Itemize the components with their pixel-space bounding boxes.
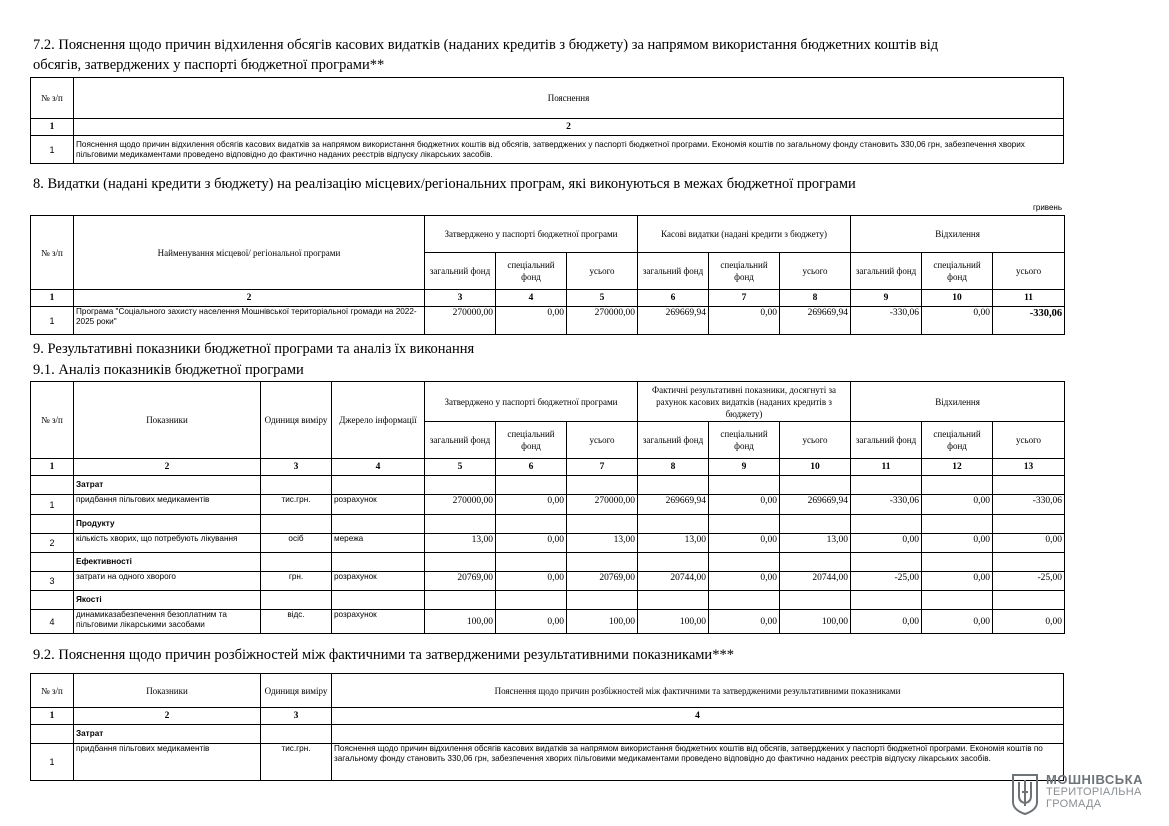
currency-unit-label: гривень: [1032, 203, 1062, 212]
table-7-2: [30, 77, 1064, 164]
col-header-explanation: Пояснення щодо причин розбіжностей між фактичними та затвердженими результативними показниками: [332, 674, 1064, 708]
value-cell: 270000,00: [567, 495, 638, 515]
value-cell: 13,00: [638, 534, 709, 553]
col-index: 4: [496, 290, 567, 307]
value-cell: 0,00: [922, 610, 993, 634]
sub-header-total: усього: [780, 422, 851, 459]
col-index: 7: [567, 459, 638, 476]
group-header-approved: Затверджено у паспорті бюджетної програми: [425, 382, 638, 422]
group-title-row: [31, 515, 1065, 534]
sub-header-total: усього: [993, 422, 1065, 459]
value-cell-total-deviation: -330,06: [993, 307, 1065, 335]
col-index: 4: [332, 708, 1064, 725]
value-cell: 0,00: [496, 534, 567, 553]
col-index: 8: [780, 290, 851, 307]
value-cell: 269669,94: [780, 495, 851, 515]
value-cell: -330,06: [851, 495, 922, 515]
sub-header-general-fund: загальний фонд: [425, 422, 496, 459]
col-index: 5: [425, 459, 496, 476]
col-index: 11: [851, 459, 922, 476]
row-number: 1: [31, 307, 74, 335]
table-row: [31, 744, 1064, 781]
value-cell: 100,00: [638, 610, 709, 634]
group-header-deviation: Відхилення: [851, 382, 1065, 422]
section-7-2-heading: 7.2. Пояснення щодо причин відхилення обсягів касових видатків (наданих кредитів з бюджету) за напрямом використання бюджетних коштів від обсягів, затверджених у паспорті бюджетної програми**: [33, 37, 939, 73]
value-cell: 0,00: [496, 495, 567, 515]
sub-header-total: усього: [567, 253, 638, 290]
explanation-text: Пояснення щодо причин відхилення обсягів касових видатків за напрямом використання бюджетних коштів від обсягів, затверджених у паспорті бюджетної програми. Економія коштів по загальному фонду становить 330,06 грн, забезпечення хворих пільговими медикаментами проведено відповідно до фактично наданих реєстрів відпуску лікарських засобів.: [74, 136, 1064, 164]
value-cell: 0,00: [851, 534, 922, 553]
col-header-no: № з/п: [31, 216, 74, 290]
sub-header-special-fund: спеціальний фонд: [922, 253, 993, 290]
group-title: Продукту: [74, 515, 261, 534]
value-cell: 20744,00: [638, 572, 709, 591]
sub-header-total: усього: [993, 253, 1065, 290]
sub-header-total: усього: [780, 253, 851, 290]
value-cell: 270000,00: [425, 495, 496, 515]
trident-emblem-icon: [1010, 772, 1040, 816]
col-index: 13: [993, 459, 1065, 476]
value-cell: 269669,94: [638, 307, 709, 335]
value-cell: 20769,00: [567, 572, 638, 591]
table-row: [31, 534, 1065, 553]
col-index: 1: [31, 708, 74, 725]
col-index: 1: [31, 459, 74, 476]
section-9-heading: 9. Результативні показники бюджетної програми та аналіз їх виконання: [33, 341, 475, 357]
value-cell: 0,00: [922, 307, 993, 335]
table-row: [31, 136, 1064, 164]
value-cell: 100,00: [780, 610, 851, 634]
col-index: 10: [922, 290, 993, 307]
table-row: [31, 572, 1065, 591]
col-header-unit: Одиниця виміру: [261, 382, 332, 459]
indicator-name: придбання пільгових медикаментів: [74, 744, 261, 781]
value-cell: 0,00: [993, 610, 1065, 634]
value-cell: 0,00: [709, 534, 780, 553]
value-cell: 0,00: [922, 534, 993, 553]
sub-header-special-fund: спеціальний фонд: [496, 422, 567, 459]
value-cell: -25,00: [993, 572, 1065, 591]
value-cell: 269669,94: [780, 307, 851, 335]
col-index: 6: [638, 290, 709, 307]
program-name: Програма "Соціального захисту населення Мошнівської територіальної громади на 2022-2025 роки": [74, 307, 425, 335]
col-index: 2: [74, 708, 261, 725]
value-cell: 0,00: [922, 572, 993, 591]
section-9-1-heading: 9.1. Аналіз показників бюджетної програми: [33, 362, 304, 378]
col-index: 9: [709, 459, 780, 476]
value-cell: 269669,94: [638, 495, 709, 515]
sub-header-special-fund: спеціальний фонд: [496, 253, 567, 290]
row-number: 1: [31, 744, 74, 781]
value-cell: 0,00: [993, 534, 1065, 553]
group-title: Ефективності: [74, 553, 261, 572]
col-index: 3: [261, 708, 332, 725]
value-cell: -25,00: [851, 572, 922, 591]
value-cell: 0,00: [709, 307, 780, 335]
indicator-name: кількість хворих, що потребують лікування: [74, 534, 261, 553]
value-cell: 0,00: [922, 495, 993, 515]
value-cell: 100,00: [425, 610, 496, 634]
table-row: [31, 495, 1065, 515]
col-index: 2: [74, 290, 425, 307]
logo-line-1: МОШНІВСЬКА: [1046, 772, 1143, 787]
group-title: Затрат: [74, 725, 261, 744]
indicator-source: мережа: [332, 534, 425, 553]
col-header-indicators: Показники: [74, 382, 261, 459]
sub-header-general-fund: загальний фонд: [638, 422, 709, 459]
group-title-row: [31, 591, 1065, 610]
col-index: 7: [709, 290, 780, 307]
sub-header-total: усього: [567, 422, 638, 459]
col-index: 4: [332, 459, 425, 476]
col-header-no: № з/п: [31, 78, 74, 119]
col-header-unit: Одиниця виміру: [261, 674, 332, 708]
col-index: 2: [74, 459, 261, 476]
indicator-unit: тис.грн.: [261, 495, 332, 515]
sub-header-special-fund: спеціальний фонд: [709, 422, 780, 459]
row-number: 2: [31, 534, 74, 553]
col-index: 3: [425, 290, 496, 307]
indicator-unit: тис.грн.: [261, 744, 332, 781]
col-index: 11: [993, 290, 1065, 307]
value-cell: -330,06: [993, 495, 1065, 515]
indicator-unit: осіб: [261, 534, 332, 553]
row-number: 4: [31, 610, 74, 634]
table-9-1: [30, 381, 1065, 634]
col-index: 9: [851, 290, 922, 307]
community-logo: [1010, 772, 1160, 818]
logo-line-3: ГРОМАДА: [1046, 798, 1102, 810]
group-title-row: [31, 476, 1065, 495]
value-cell: 0,00: [709, 572, 780, 591]
value-cell: 0,00: [496, 307, 567, 335]
value-cell: 13,00: [567, 534, 638, 553]
table-row: [31, 610, 1065, 634]
col-header-no: № з/п: [31, 382, 74, 459]
group-header-approved: Затверджено у паспорті бюджетної програми: [425, 216, 638, 253]
value-cell: 0,00: [496, 610, 567, 634]
value-cell: 20769,00: [425, 572, 496, 591]
col-index: 1: [31, 290, 74, 307]
col-header-source: Джерело інформації: [332, 382, 425, 459]
value-cell: 0,00: [851, 610, 922, 634]
col-index: 8: [638, 459, 709, 476]
col-header-program-name: Найменування місцевої/ регіональної програми: [74, 216, 425, 290]
value-cell: 20744,00: [780, 572, 851, 591]
value-cell: 100,00: [567, 610, 638, 634]
sub-header-general-fund: загальний фонд: [851, 422, 922, 459]
col-header-no: № з/п: [31, 674, 74, 708]
col-header-indicators: Показники: [74, 674, 261, 708]
indicator-name: затрати на одного хворого: [74, 572, 261, 591]
col-header-explanation: Пояснення: [74, 78, 1064, 119]
group-header-actual: Фактичні результативні показники, досягнуті за рахунок касових видатків (наданих кредитів з бюджету): [638, 382, 851, 422]
sub-header-special-fund: спеціальний фонд: [922, 422, 993, 459]
group-title-row: [31, 725, 1064, 744]
table-8: [30, 215, 1065, 335]
sub-header-special-fund: спеціальний фонд: [709, 253, 780, 290]
group-header-deviation: Відхилення: [851, 216, 1065, 253]
indicator-unit: відс.: [261, 610, 332, 634]
col-index: 1: [31, 119, 74, 136]
indicator-source: розрахунок: [332, 495, 425, 515]
indicator-source: розрахунок: [332, 610, 425, 634]
value-cell: 0,00: [496, 572, 567, 591]
row-number: 1: [31, 136, 74, 164]
value-cell: 0,00: [709, 610, 780, 634]
value-cell: 0,00: [709, 495, 780, 515]
sub-header-general-fund: загальний фонд: [638, 253, 709, 290]
row-number: 1: [31, 495, 74, 515]
group-header-cash-expenditure: Касові видатки (надані кредити з бюджету): [638, 216, 851, 253]
value-cell: 270000,00: [567, 307, 638, 335]
value-cell: -330,06: [851, 307, 922, 335]
value-cell: 13,00: [780, 534, 851, 553]
table-9-2: [30, 673, 1064, 781]
indicator-name: придбання пільгових медикаментів: [74, 495, 261, 515]
table-row: [31, 307, 1065, 335]
indicator-source: розрахунок: [332, 572, 425, 591]
section-8-heading: 8. Видатки (надані кредити з бюджету) на реалізацію місцевих/регіональних програм, які виконуються в межах бюджетної програми: [33, 176, 856, 192]
col-index: 6: [496, 459, 567, 476]
row-number: 3: [31, 572, 74, 591]
col-index: 3: [261, 459, 332, 476]
col-index: 10: [780, 459, 851, 476]
logo-line-2: ТЕРИТОРІАЛЬНА: [1046, 786, 1142, 798]
sub-header-general-fund: загальний фонд: [425, 253, 496, 290]
group-title: Затрат: [74, 476, 261, 495]
explanation-text: Пояснення щодо причин відхилення обсягів касових видатків за напрямом використання бюджетних коштів від обсягів, затверджених у паспорті бюджетної програми. Економія коштів по загальному фонду становить 330,06 грн, забезпечення хворих пільговими медикаментами проведено відповідно до фактично наданих реєстрів відпуску лікарських засобів.: [332, 744, 1064, 781]
group-title: Якості: [74, 591, 261, 610]
col-index: 5: [567, 290, 638, 307]
col-index: 2: [74, 119, 1064, 136]
value-cell: 270000,00: [425, 307, 496, 335]
col-index: 12: [922, 459, 993, 476]
indicator-name: динамиказабезпечення безоплатним та пільговими лікарськими засобами: [74, 610, 261, 634]
value-cell: 13,00: [425, 534, 496, 553]
group-title-row: [31, 553, 1065, 572]
indicator-unit: грн.: [261, 572, 332, 591]
sub-header-general-fund: загальний фонд: [851, 253, 922, 290]
section-9-2-heading: 9.2. Пояснення щодо причин розбіжностей між фактичними та затвердженими результативними показниками***: [33, 647, 734, 663]
